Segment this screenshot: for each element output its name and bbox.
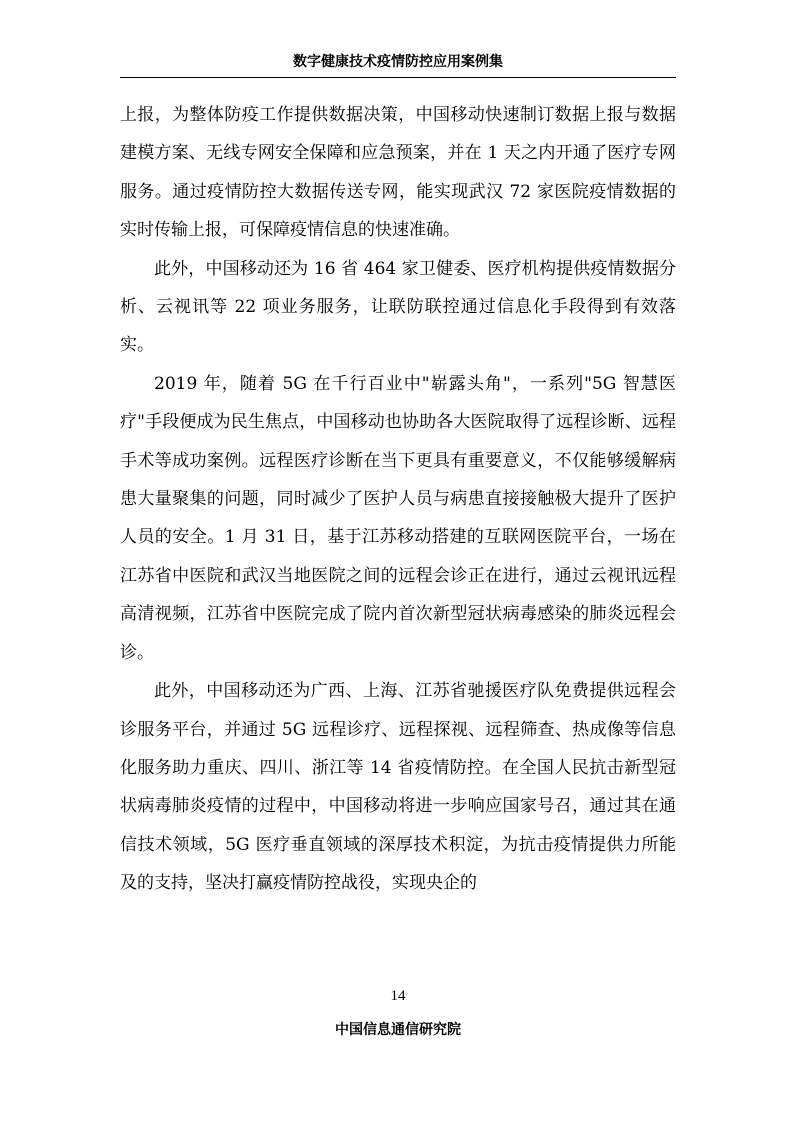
paragraph: 2019 年，随着 5G 在千行百业中"崭露头角"，一系列"5G 智慧医疗"手段便成为民生焦点，中国移动也协助各大医院取得了远程诊断、远程手术等成功案例。远程医疗诊断在当下更具有重要意义，不仅能够缓解病患大量聚集的问题，同时减少了医护人员与病患直接接触极大提升了医护人员的安全。1 月 31 日，基于江苏移动搭建的互联网医院平台，一场在江苏省中医院和武汉当地医院之间的远程会诊正在进行，通过云视讯远程高清视频，江苏省中医院完成了院内首次新型冠状病毒感染的肺炎远程会诊。 [120, 373, 676, 663]
page-number: 14 [390, 988, 406, 1004]
paragraph-continued: 上报，为整体防疫工作提供数据决策，中国移动快速制订数据上报与数据建模方案、无线专网安全保障和应急预案，并在 1 天之内开通了医疗专网服务。通过疫情防控大数据传送专网，能实现武汉 72 家医院疫情数据的实时传输上报，可保障疫情信息的快速准确。 [120, 105, 676, 241]
paragraph: 此外，中国移动还为广西、上海、江苏省驰援医疗队免费提供远程会诊服务平台，并通过 5G 远程诊疗、远程探视、远程筛查、热成像等信息化服务助力重庆、四川、浙江等 14 省疫情防控。在全国人民抗击新型冠状病毒肺炎疫情的过程中，中国移动将进一步响应国家号召，通过其在通信技术领域，5G 医疗垂直领域的深厚技术积淀，为抗击疫情提供力所能及的支持，坚决打赢疫情防控战役，实现央企的 [120, 681, 676, 894]
footer-organization: 中国信息通信研究院 [335, 1022, 461, 1038]
running-header: 数字健康技术疫情防控应用案例集 [293, 54, 503, 70]
header-divider [120, 77, 676, 78]
body-text [120, 96, 676, 903]
paragraph: 此外，中国移动还为 16 省 464 家卫健委、医疗机构提供疫情数据分析、云视讯等 22 项业务服务，让联防联控通过信息化手段得到有效落实。 [120, 258, 676, 356]
